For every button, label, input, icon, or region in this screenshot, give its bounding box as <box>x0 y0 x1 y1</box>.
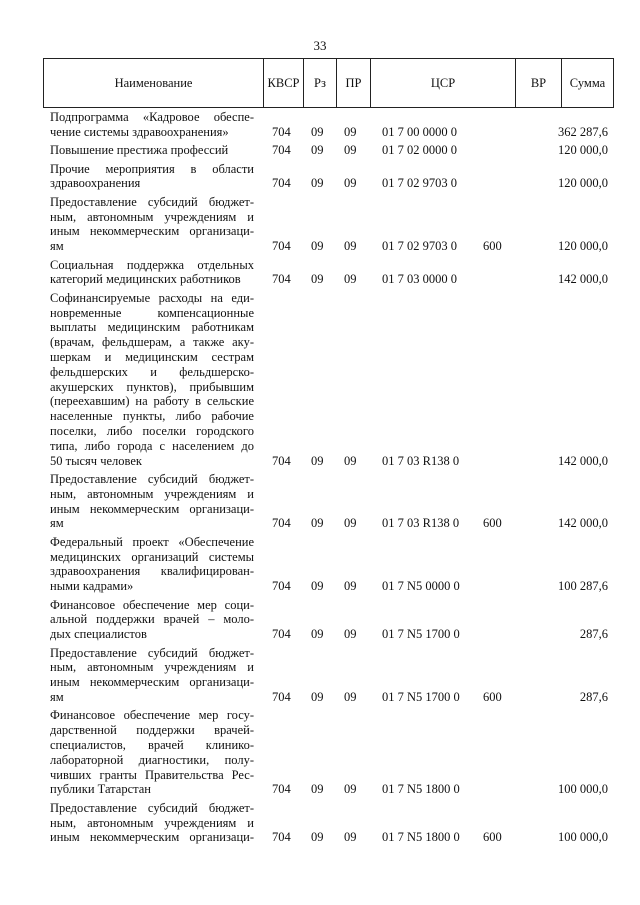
row-name <box>50 708 254 797</box>
row-kvsr: 704 <box>272 143 291 158</box>
row-csr: 01 7 02 9703 0 <box>382 176 457 191</box>
row-pr: 09 <box>344 124 357 139</box>
row-name-line: Предоставление субсидий бюджет- <box>50 194 254 209</box>
row-name-line: Предоставление субсидий бюджет- <box>50 472 254 486</box>
row-pr: 09 <box>344 830 357 845</box>
row-name-line: Финансовое обеспечение мер соци- <box>50 597 254 612</box>
row-name <box>50 143 254 158</box>
row-csr: 01 7 N5 0000 0 <box>382 579 460 594</box>
row-pr: 09 <box>344 516 357 531</box>
row-name <box>50 535 254 594</box>
row-pr: 09 <box>344 239 357 254</box>
row-csr: 01 7 N5 1800 0 <box>382 782 460 797</box>
row-rz: 09 <box>311 830 324 845</box>
row-pr: 09 <box>344 690 357 704</box>
row-rz: 09 <box>311 143 324 158</box>
row-name <box>50 598 254 642</box>
row-rz: 09 <box>311 782 324 797</box>
row-name <box>50 291 254 469</box>
row-vr: 600 <box>483 830 502 845</box>
row-kvsr: 704 <box>272 516 291 531</box>
row-rz: 09 <box>311 627 324 642</box>
row-rz: 09 <box>311 176 324 191</box>
row-name-line: дарственной поддержки врачей- <box>50 723 254 738</box>
row-name-line: Финансовое обеспечение мер госу- <box>50 708 254 723</box>
row-name-line: чивших гранты Правительства Рес- <box>50 767 254 782</box>
row-csr: 01 7 N5 1700 0 <box>382 627 460 642</box>
row-name <box>50 195 254 254</box>
row-name <box>50 646 254 705</box>
row-pr: 09 <box>344 579 357 594</box>
row-rz: 09 <box>311 453 324 468</box>
row-name-line: ям <box>50 239 64 254</box>
row-rz: 09 <box>311 272 324 287</box>
row-pr: 09 <box>344 453 357 468</box>
page-number: 33 <box>313 38 327 53</box>
row-name-line: 50 тысяч человек <box>50 453 142 468</box>
row-name-line: чение системы здравоохранения» <box>50 124 229 139</box>
row-kvsr: 704 <box>272 176 291 191</box>
row-name-line: иным некоммерческим организаци- <box>50 501 254 516</box>
row-name-line: иным некоммерческим организаци- <box>50 224 254 239</box>
row-name-line: Прочие мероприятия в области <box>50 161 254 176</box>
row-name-line: ными кадрами» <box>50 579 134 594</box>
row-csr: 01 7 03 R138 0 <box>382 453 460 468</box>
row-kvsr: 704 <box>272 579 291 594</box>
row-sum: 120 000,0 <box>558 176 608 191</box>
row-name-line: ным, автономным учреждениям и <box>50 660 254 675</box>
row-kvsr: 704 <box>272 272 291 287</box>
row-sum: 100 000,0 <box>558 830 608 845</box>
row-vr: 600 <box>483 690 502 704</box>
row-kvsr: 704 <box>272 453 291 468</box>
row-name-line: населенные пункты, либо рабочие <box>50 409 254 424</box>
row-name-line: ным, автономным учреждениям и <box>50 209 254 224</box>
row-csr: 01 7 N5 1700 0 <box>382 690 460 704</box>
header-csr: ЦСР <box>371 59 516 107</box>
row-name-line: фельдшерских и фельдшерско- <box>50 364 254 379</box>
row-name-line: здравоохранения <box>50 176 141 191</box>
row-name <box>50 472 254 531</box>
row-name-line: Федеральный проект «Обеспечение <box>50 534 254 549</box>
row-name-line: выплаты медицинским работникам <box>50 320 254 335</box>
row-pr: 09 <box>344 272 357 287</box>
row-name-line: здравоохранения квалифицирован- <box>50 564 254 579</box>
row-name-line: Социальная поддержка отдельных <box>50 257 254 272</box>
row-rz: 09 <box>311 690 324 704</box>
row-sum: 142 000,0 <box>558 453 608 468</box>
row-name-line: ям <box>50 689 64 704</box>
row-name-line: публики Татарстан <box>50 782 152 797</box>
row-name-line: дых специалистов <box>50 627 147 642</box>
row-kvsr: 704 <box>272 627 291 642</box>
header-rz: Рз <box>304 59 337 107</box>
row-csr: 01 7 02 9703 0 <box>382 239 457 254</box>
row-name-line: Софинансируемые расходы на еди- <box>50 290 254 305</box>
row-name-line: лабораторной диагностики, полу- <box>50 752 254 767</box>
row-name-line: ям <box>50 516 64 531</box>
header-name: Наименование <box>44 59 264 107</box>
row-sum: 120 000,0 <box>558 239 608 254</box>
row-kvsr: 704 <box>272 239 291 254</box>
row-name-line: Подпрограмма «Кадровое обеспе- <box>50 110 254 124</box>
row-rz: 09 <box>311 579 324 594</box>
row-csr: 01 7 N5 1800 0 <box>382 830 460 845</box>
row-name-line: Повышение престижа профессий <box>50 143 229 158</box>
row-kvsr: 704 <box>272 830 291 845</box>
row-rz: 09 <box>311 239 324 254</box>
header-pr: ПР <box>337 59 371 107</box>
row-sum: 142 000,0 <box>558 516 608 531</box>
row-name-line: ным, автономным учреждениям и <box>50 486 254 501</box>
header-vr: ВР <box>516 59 562 107</box>
row-name <box>50 162 254 192</box>
row-kvsr: 704 <box>272 124 291 139</box>
row-name-line: иным некоммерческим организаци- <box>50 830 254 845</box>
row-name-line: типа, либо города с населением до <box>50 438 254 453</box>
row-rz: 09 <box>311 516 324 531</box>
row-name-line: категорий медицинских работников <box>50 272 241 287</box>
row-pr: 09 <box>344 782 357 797</box>
row-sum: 100 287,6 <box>558 579 608 594</box>
row-name-line: акушерских пунктов), прибывшим <box>50 379 254 394</box>
row-pr: 09 <box>344 176 357 191</box>
row-name-line: (врачам, фельдшерам, а также аку- <box>50 335 254 350</box>
row-name-line: поселки, либо поселки городского <box>50 423 254 438</box>
row-csr: 01 7 02 0000 0 <box>382 143 457 158</box>
row-name-line: Предоставление субсидий бюджет- <box>50 800 254 815</box>
row-name-line: ным, автономным учреждениям и <box>50 815 254 830</box>
row-csr: 01 7 00 0000 0 <box>382 124 457 139</box>
row-name-line: медицинских организаций системы <box>50 549 254 564</box>
row-name <box>50 801 254 845</box>
row-pr: 09 <box>344 143 357 158</box>
row-name-line: новременные компенсационные <box>50 305 254 320</box>
row-sum: 287,6 <box>579 690 608 704</box>
header-sum: Сумма <box>569 75 606 90</box>
row-name <box>50 110 254 140</box>
row-sum: 362 287,6 <box>558 124 608 139</box>
row-pr: 09 <box>344 627 357 642</box>
row-name-line: Предоставление субсидий бюджет- <box>50 645 254 660</box>
row-rz: 09 <box>311 124 324 139</box>
row-sum: 142 000,0 <box>558 272 608 287</box>
row-name-line: альной поддержки врачей – моло- <box>50 612 254 627</box>
row-vr: 600 <box>483 239 502 254</box>
row-kvsr: 704 <box>272 782 291 797</box>
row-sum: 287,6 <box>579 627 608 642</box>
row-name-line: шеркам и медицинским сестрам <box>50 349 254 364</box>
row-sum: 120 000,0 <box>558 143 608 158</box>
row-csr: 01 7 03 0000 0 <box>382 272 457 287</box>
row-name-line: (переехавшим) на работу в сельские <box>50 394 254 409</box>
row-name-line: иным некоммерческим организаци- <box>50 675 254 690</box>
row-name <box>50 258 254 288</box>
row-name-line: специалистов, врачей клинико- <box>50 737 254 752</box>
row-csr: 01 7 03 R138 0 <box>382 516 460 531</box>
row-sum: 100 000,0 <box>558 782 608 797</box>
header-kvsr: КВСР <box>264 59 304 107</box>
row-kvsr: 704 <box>272 690 291 704</box>
row-vr: 600 <box>483 516 502 531</box>
